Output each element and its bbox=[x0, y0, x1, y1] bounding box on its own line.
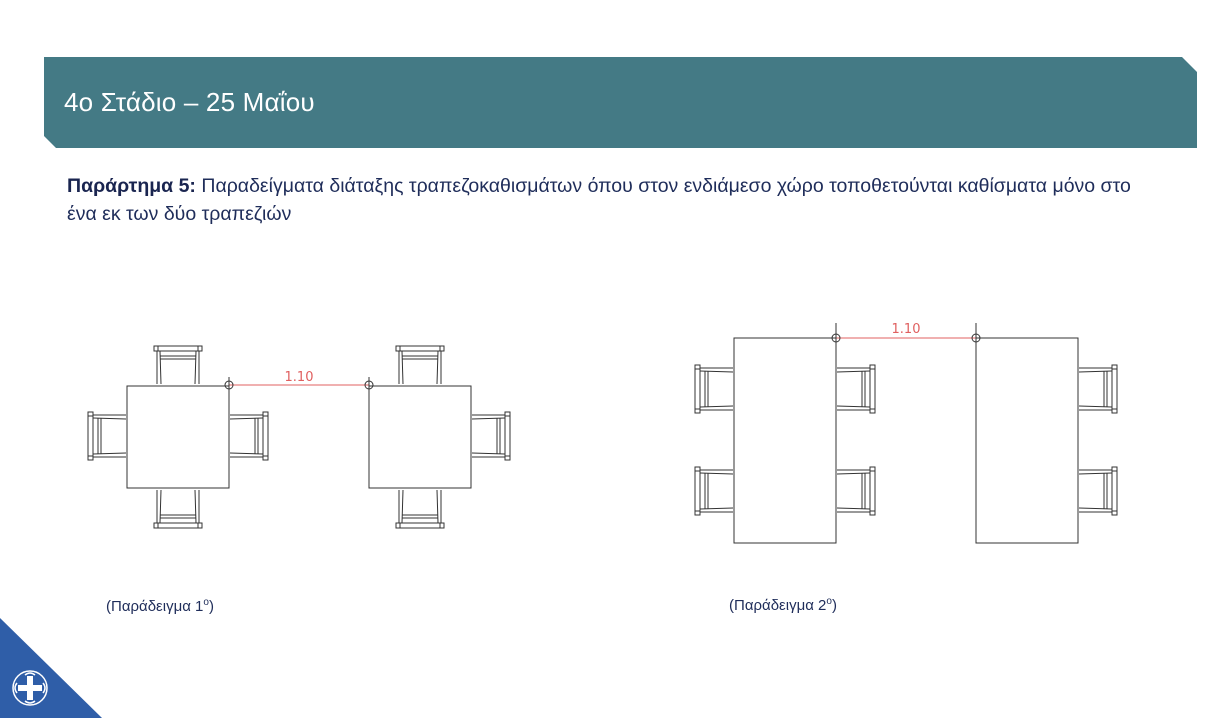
appendix-description: Παραδείγματα διάταξης τραπεζοκαθισμάτων όπου στον ενδιάμεσο χώρο τοποθετούνται καθίσματα μόνο στο ένα εκ των δύο τραπεζιών bbox=[67, 175, 1131, 225]
slide-title: 4ο Στάδιο – 25 Μαΐου bbox=[64, 87, 315, 117]
dimension-label: 1.10 bbox=[891, 322, 921, 337]
example-1-caption: (Παράδειγμα $1^o$) bbox=[106, 597, 214, 615]
chair bbox=[396, 346, 444, 384]
example-2-caption: (Παράδειγμα $2^o$) bbox=[729, 596, 837, 614]
chair bbox=[396, 490, 444, 528]
chair bbox=[695, 467, 733, 515]
chair bbox=[154, 346, 202, 384]
long-table-a bbox=[734, 338, 836, 543]
example-2-drawing bbox=[695, 322, 1117, 543]
greek-emblem-corner bbox=[0, 618, 102, 718]
appendix-label: Παράρτημα 5: bbox=[67, 175, 196, 197]
chair bbox=[230, 412, 268, 460]
chair bbox=[837, 467, 875, 515]
chair bbox=[695, 365, 733, 413]
chair bbox=[1079, 365, 1117, 413]
dimension-label: 1.10 bbox=[284, 370, 314, 385]
table-a bbox=[127, 386, 229, 488]
chair bbox=[154, 490, 202, 528]
chair bbox=[1079, 467, 1117, 515]
chair bbox=[88, 412, 126, 460]
long-table-b bbox=[976, 338, 1078, 543]
example-1-drawing bbox=[88, 346, 510, 528]
table-b bbox=[369, 386, 471, 488]
chair bbox=[837, 365, 875, 413]
chair bbox=[472, 412, 510, 460]
coat-of-arms-icon bbox=[13, 671, 47, 705]
